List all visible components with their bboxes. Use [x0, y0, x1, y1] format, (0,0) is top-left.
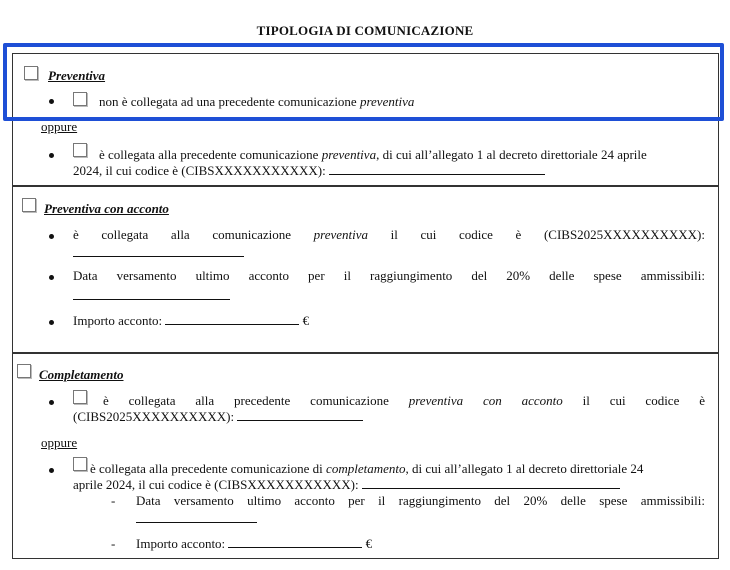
bullet [49, 275, 54, 280]
importo-input-line[interactable] [165, 313, 299, 325]
codice-input-line[interactable] [237, 409, 363, 421]
acconto-b3-text: Importo acconto: € [73, 313, 310, 328]
completamento-b1-text: è collegata alla precedente comunicazione preventiva con acconto il cui codice è [103, 393, 705, 408]
preventiva-opt1-checkbox[interactable] [73, 92, 87, 106]
completamento-sub1-line[interactable] [136, 511, 257, 527]
bullet [49, 99, 54, 104]
completamento-checkbox[interactable] [17, 364, 31, 378]
completamento-heading: Completamento [39, 367, 124, 382]
dash: - [111, 536, 116, 551]
acconto-b1-text: è collegata alla comunicazione preventiva il cui codice è (CIBS2025XXXXXXXXXX): [73, 227, 705, 242]
completamento-b2-text: è collegata alla precedente comunicazione di completamento, di cui all’allegato 1 al decreto direttoriale 24 [90, 461, 644, 476]
dash: - [111, 493, 116, 508]
preventiva-opt2-line2: 2024, il cui codice è (CIBSXXXXXXXXXXX): [73, 163, 545, 179]
completamento-b2-checkbox[interactable] [73, 457, 87, 471]
acconto-checkbox[interactable] [22, 198, 36, 212]
completamento-section [12, 353, 719, 559]
acconto-b1-line[interactable] [73, 245, 244, 261]
completamento-sub2-text: Importo acconto: € [136, 536, 373, 551]
codice-input-line[interactable] [362, 477, 620, 489]
bullet [49, 468, 54, 473]
preventiva-opt1-text: non è collegata ad una precedente comunicazione preventiva [99, 94, 415, 109]
section-title: TIPOLOGIA DI COMUNICAZIONE [256, 23, 474, 38]
completamento-b1-checkbox[interactable] [73, 390, 87, 404]
acconto-b2-line[interactable] [73, 288, 230, 304]
oppure-label: oppure [41, 119, 78, 134]
codice-input-line[interactable] [329, 163, 545, 175]
preventiva-opt2-text: è collegata alla precedente comunicazione preventiva, di cui all’allegato 1 al decreto direttoriale 24 aprile [99, 147, 647, 162]
oppure-label: oppure [41, 435, 78, 450]
acconto-b2-text: Data versamento ultimo acconto per il raggiungimento del 20% delle spese ammissibili: [73, 268, 705, 283]
bullet [49, 320, 54, 325]
completamento-b2-line2: aprile 2024, il cui codice è (CIBSXXXXXXXXXXX): [73, 477, 620, 493]
bullet [49, 234, 54, 239]
completamento-b1-line2: (CIBS2025XXXXXXXXXX): [73, 409, 363, 425]
acconto-heading: Preventiva con acconto [44, 201, 169, 216]
preventiva-heading: Preventiva [48, 68, 106, 83]
importo-input-line[interactable] [228, 536, 362, 548]
completamento-sub1-text: Data versamento ultimo acconto per il raggiungimento del 20% delle spese ammissibili: [136, 493, 705, 508]
preventiva-checkbox[interactable] [24, 66, 38, 80]
bullet [49, 400, 54, 405]
bullet [49, 153, 54, 158]
preventiva-opt2-checkbox[interactable] [73, 143, 87, 157]
